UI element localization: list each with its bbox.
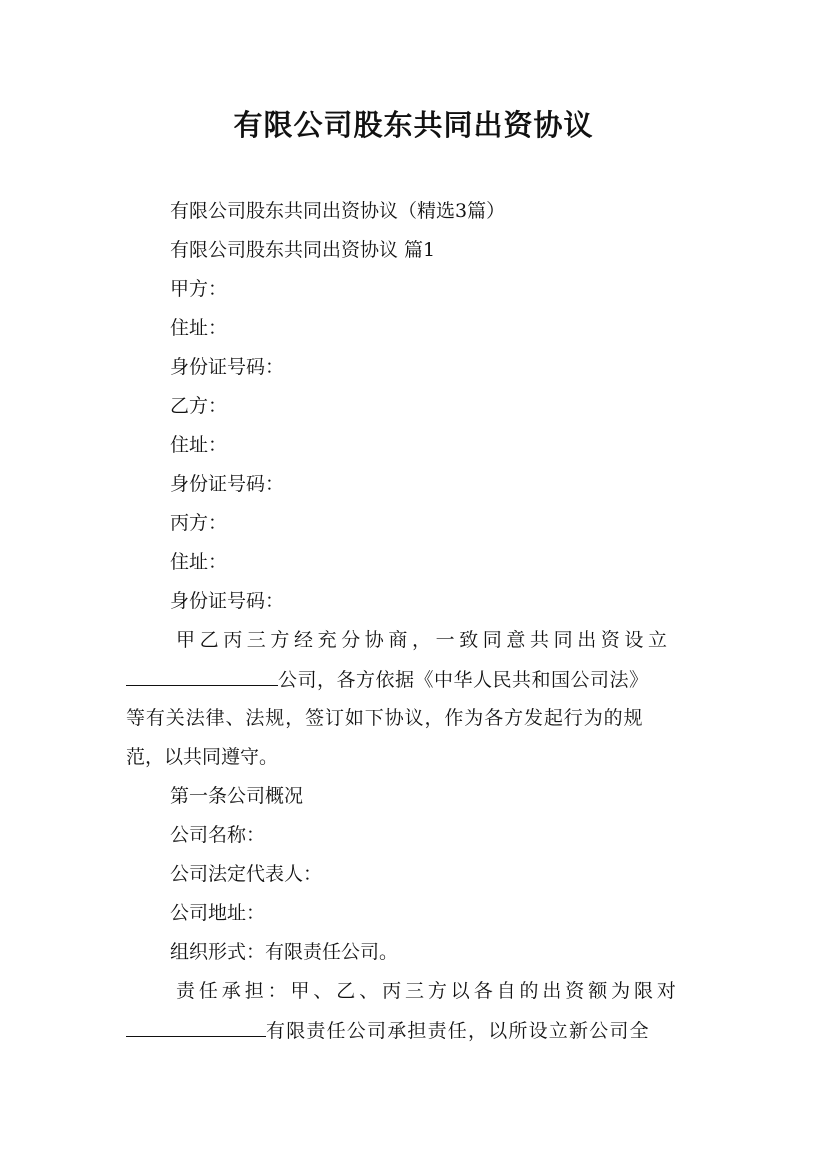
- party-a-id-label: 身份证号码：: [170, 356, 285, 378]
- paragraph-line: 范，以共同遵守。: [126, 746, 279, 768]
- paragraph-line: [126, 667, 649, 692]
- organization-form-line: 组织形式：有限责任公司。: [170, 941, 399, 963]
- paragraph-text: 有限责任公司承担责任，以所设立新公司全: [266, 1020, 650, 1042]
- legal-representative-label: 公司法定代表人：: [170, 863, 323, 885]
- party-a-address-label: 住址：: [170, 317, 228, 339]
- paragraph-line: [126, 1018, 650, 1043]
- paragraph-line: 甲乙丙三方经充分协商，一致同意共同出资设立: [176, 629, 672, 651]
- paragraph-line: 责任承担：甲、乙、丙三方以各自的出资额为限对: [176, 980, 680, 1002]
- party-b-address-label: 住址：: [170, 434, 228, 456]
- party-a-label: 甲方：: [170, 278, 228, 300]
- party-c-label: 丙方：: [170, 512, 228, 534]
- subtitle-line: 有限公司股东共同出资协议（精选3篇）: [170, 200, 506, 222]
- company-address-label: 公司地址：: [170, 902, 266, 924]
- section-heading: 有限公司股东共同出资协议 篇1: [170, 239, 436, 261]
- company-name-label: 公司名称：: [170, 824, 266, 846]
- document-title: 有限公司股东共同出资协议: [233, 108, 594, 142]
- article-heading: 第一条公司概况: [170, 785, 304, 807]
- blank-underline: [126, 667, 278, 686]
- party-c-id-label: 身份证号码：: [170, 590, 285, 612]
- paragraph-text: 公司，各方依据《中华人民共和国公司法》: [278, 669, 649, 691]
- blank-underline: [126, 1018, 266, 1037]
- paragraph-line: 等有关法律、法规，签订如下协议，作为各方发起行为的规: [126, 707, 644, 729]
- party-c-address-label: 住址：: [170, 551, 228, 573]
- party-b-id-label: 身份证号码：: [170, 473, 285, 495]
- party-b-label: 乙方：: [170, 395, 228, 417]
